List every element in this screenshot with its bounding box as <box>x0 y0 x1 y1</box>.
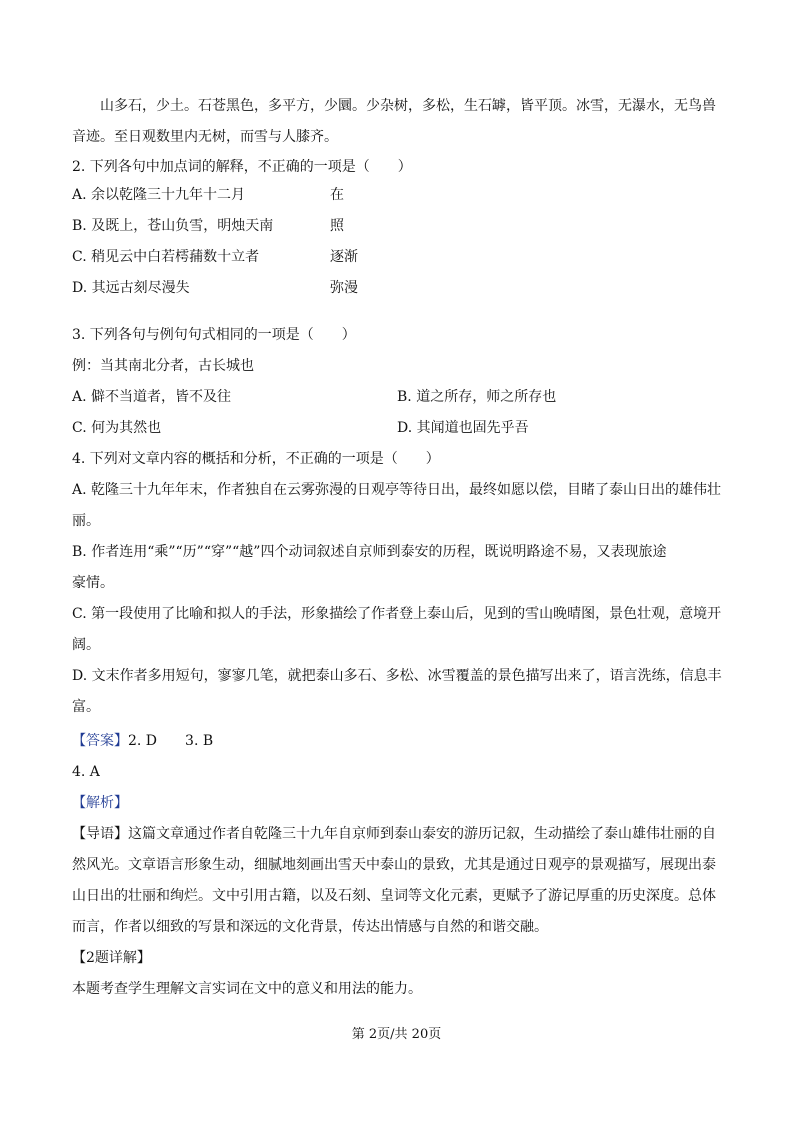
intro-line: 而言，作者以细致的写景和深远的文化背景，传达出情感与自然的和谐交融。 <box>72 919 548 935</box>
option-b: B. 道之所存，师之所存也 <box>397 389 557 405</box>
option-c-gloss: 逐渐 <box>330 249 358 265</box>
answer-label: 【答案】 <box>72 733 128 749</box>
option-b-cont: 豪情。 <box>72 575 114 591</box>
option-a-cont: 丽。 <box>72 513 100 529</box>
option-b: B. 及既上，苍山负雪，明烛天南 <box>72 218 274 234</box>
option-b-gloss: 照 <box>330 218 344 234</box>
question-stem: 3. 下列各句与例句句式相同的一项是（ ） <box>72 327 356 343</box>
option-a: A. 僻不当道者，皆不及往 <box>72 389 232 405</box>
option-d: D. 其闻道也固先乎吾 <box>397 420 529 436</box>
option-d: D. 其远古刻尽漫失 <box>72 280 190 296</box>
option-a: A. 乾隆三十九年年末，作者独自在云雾弥漫的日观亭等待日出，最终如愿以偿，目睹了泰山日出的雄伟壮 <box>72 482 722 498</box>
answer-values: 2. D 3. B <box>128 733 214 749</box>
option-d: D. 文末作者多用短句，寥寥几笔，就把泰山多石、多松、冰雪覆盖的景色描写出来了，语言洗练，信息丰 <box>72 668 722 684</box>
option-d-cont: 富。 <box>72 699 100 715</box>
option-c: C. 稍见云中白若樗蒱数十立者 <box>72 249 260 265</box>
option-b: B. 作者连用“乘”“历”“穿”“越”四个动词叙述自京师到泰安的历程，既说明路途不易，又表现旅途 <box>72 544 667 560</box>
option-a-gloss: 在 <box>330 187 344 203</box>
intro-line: 然风光。文章语言形象生动，细腻地刻画出雪天中泰山的景致，尤其是通过日观亭的景观描写，展现出泰 <box>72 857 716 873</box>
intro-text: 这篇文章通过作者自乾隆三十九年自京师到泰山泰安的游历记叙，生动描绘了泰山雄伟壮丽的自 <box>128 826 716 842</box>
analysis-label: 【解析】 <box>72 795 128 811</box>
question-stem: 2. 下列各句中加点词的解释，不正确的一项是（ ） <box>72 159 412 175</box>
intro-line <box>72 824 716 844</box>
option-a: A. 余以乾隆三十九年十二月 <box>72 187 246 203</box>
option-c: C. 何为其然也 <box>72 420 162 436</box>
option-c-cont: 阔。 <box>72 637 100 653</box>
passage-line: 山多石，少土。石苍黑色，多平方，少圜。少杂树，多松，生石罅，皆平顶。冰雪，无瀑水，无鸟兽 <box>100 98 716 114</box>
detail-text: 本题考查学生理解文言实词在文中的意义和用法的能力。 <box>72 981 422 997</box>
passage-line: 音迹。至日观数里内无树，而雪与人膝齐。 <box>72 129 338 145</box>
question-stem: 4. 下列对文章内容的概括和分析，不正确的一项是（ ） <box>72 451 440 467</box>
page-footer: 第 2页/共 20页 <box>351 1027 442 1042</box>
detail-label: 【2题详解】 <box>72 950 151 966</box>
answer-line-2: 4. A <box>72 764 100 780</box>
intro-line: 山日出的壮丽和绚烂。文中引用古籍，以及石刻、皇词等文化元素，更赋予了游记厚重的历史深度。总体 <box>72 888 716 904</box>
example-sentence: 例：当其南北分者，古长城也 <box>72 358 254 374</box>
answer-line <box>72 731 213 751</box>
option-d-gloss: 弥漫 <box>330 280 358 296</box>
option-c: C. 第一段使用了比喻和拟人的手法，形象描绘了作者登上泰山后，见到的雪山晚晴图，景色壮观，意境开 <box>72 606 722 622</box>
intro-label: 【导语】 <box>72 826 128 842</box>
